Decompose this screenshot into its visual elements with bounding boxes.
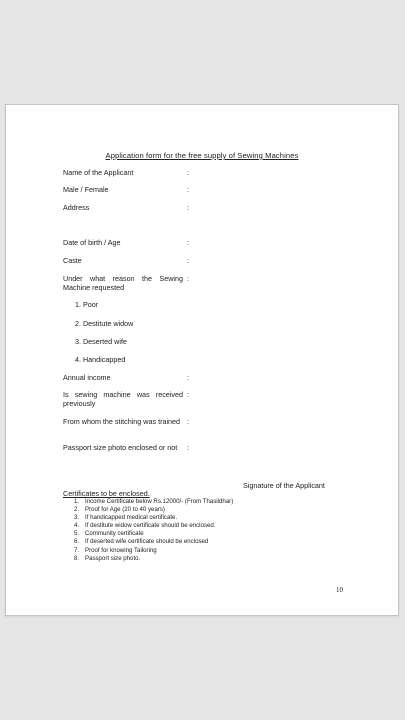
field-colon-gender: : (187, 185, 189, 194)
reason-option-deserted: 3. Deserted wife (75, 337, 127, 346)
field-label-name: Name of the Applicant (63, 168, 134, 177)
form-title: Application form for the free supply of Sewing Machines (105, 151, 299, 160)
field-colon-address: : (187, 203, 189, 212)
certificate-item: 7. Proof for knowing Tailoring (74, 546, 157, 554)
page-number: 10 (336, 586, 343, 594)
certificate-item: 3. If handicapped medical certificate. (74, 514, 178, 522)
certificate-item: 1. Income Certificate below Rs.12000/- (From Thasildhar) (74, 498, 234, 505)
certificates-heading: Certificates to be enclosed. (63, 489, 150, 498)
certificate-item: 6. If deserted wife certificate should be enclosed (74, 538, 209, 546)
reason-option-widow: 2. Destitute widow (75, 319, 134, 328)
field-label-caste: Caste (63, 256, 82, 265)
field-colon-trained: : (187, 417, 189, 426)
field-label-reason: Under what reason the Sewing Machine requested (63, 274, 183, 292)
field-label-photo: Passport size photo enclosed or not (63, 443, 178, 452)
certificates-list (74, 498, 233, 563)
document-page (5, 104, 399, 616)
field-label-dob: Date of birth / Age (63, 238, 121, 247)
field-colon-name: : (187, 168, 189, 177)
field-colon-caste: : (187, 256, 189, 265)
field-label-gender: Male / Female (63, 185, 109, 194)
certificate-item: 2. Proof for Age (20 to 40 years) (74, 506, 165, 514)
field-label-income: Annual income (63, 373, 111, 382)
field-colon-reason: : (187, 274, 189, 283)
field-colon-photo: : (187, 443, 189, 452)
certificate-item: 8. Passport size photo. (74, 554, 141, 562)
field-label-trained: From whom the stitching was trained (63, 417, 181, 426)
certificate-item: 4. If destitute widow certificate should be enclosed. (74, 522, 216, 530)
signature-label: Signature of the Applicant (243, 481, 325, 490)
field-colon-dob: : (187, 238, 189, 247)
field-colon-income: : (187, 373, 189, 382)
reason-option-handicapped: 4. Handicapped (75, 355, 126, 364)
reason-option-poor: 1. Poor (75, 300, 99, 309)
field-label-address: Address (63, 203, 90, 212)
field-label-received: Is sewing machine was received previously (63, 390, 183, 408)
certificate-item: 5. Community certificate (74, 530, 144, 538)
field-colon-received: : (187, 390, 189, 399)
